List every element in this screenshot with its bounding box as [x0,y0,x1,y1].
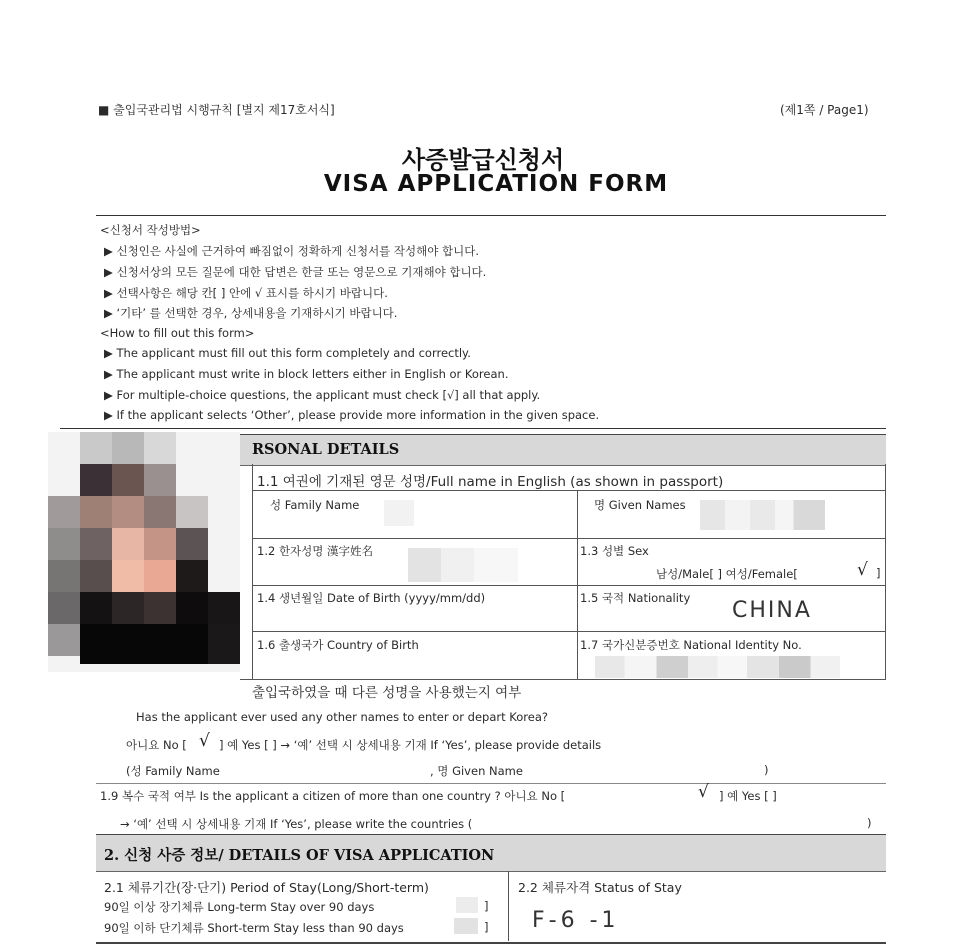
instruction-en-1: ▶ The applicant must fill out this form completely and correctly. [104,346,471,360]
photo-pixel-block [176,528,208,560]
grid-line [252,464,253,679]
q1-8-rule [96,783,886,784]
photo-pixel-block [112,560,144,592]
instruction-en-2: ▶ The applicant must write in block letters either in English or Korean. [104,367,509,381]
long-term-check-redacted [456,897,478,913]
sex-bracket-close: ] [876,566,881,580]
instructions-rule [60,428,886,429]
q1-4-label: 1.4 생년월일 Date of Birth (yyyy/mm/dd) [257,591,486,605]
section1-title: RSONAL DETAILS [252,441,400,458]
long-term-option: 90일 이상 장기체류 Long-term Stay over 90 days [104,900,375,914]
instruction-en-3: ▶ For multiple-choice questions, the applicant must check [√] all that apply. [104,388,541,402]
q1-9-no-check-mark: √ [698,782,709,802]
photo-pixel-block [112,432,144,464]
q1-8-no-check-mark: √ [199,731,210,751]
photo-pixel-block [80,464,112,496]
photo-pixel-block [112,496,144,528]
photo-pixel-block [144,528,176,560]
page-label: (제1쪽 / Page1) [780,103,869,117]
q1-7-label: 1.7 국가신분증번호 National Identity No. [580,638,802,652]
applicant-photo [48,432,240,672]
q1-8-given-name: , 명 Given Name [430,764,523,778]
long-term-bracket: ] [484,899,489,913]
short-term-option: 90일 이하 단기체류 Short-term Stay less than 90 days [104,921,404,935]
q1-8-label-tail: 출입국하였을 때 다른 성명을 사용했는지 여부 [252,685,522,701]
q1-1-label: 1.1 여권에 기재된 영문 성명/Full name in English (as shown in passport) [257,474,724,490]
q1-9-close: ) [867,816,872,830]
q1-8-no-option: 아니요 No [ [126,738,187,752]
nationality-value: CHINA [732,598,812,623]
photo-pixel-block [144,592,176,624]
q1-9-detail: → ‘예’ 선택 시 상세내용 기재 If ‘Yes’, please write the countries ( [120,817,473,831]
photo-pixel-block [112,528,144,560]
q2-2-label: 2.2 체류자격 Status of Stay [518,880,682,895]
given-names-redacted [700,500,825,530]
instruction-ko-2: ▶ 신청서상의 모든 질문에 대한 답변은 한글 또는 영문으로 기재해야 합니다. [104,265,487,279]
q1-8-family-name: (성 Family Name [126,764,220,778]
instruction-ko-3: ▶ 선택사항은 해당 칸[ ] 안에 √ 표시를 하시기 바랍니다. [104,286,388,300]
photo-pixel-block [80,560,112,592]
grid-line [252,585,886,586]
grid-line [252,490,886,491]
short-term-check-redacted [454,918,478,934]
q1-9-yes-option: ] 예 Yes [ ] [719,789,777,803]
photo-pixel-block [144,560,176,592]
photo-pixel-block [48,528,80,560]
photo-pixel-block [48,496,80,528]
q1-8-english: Has the applicant ever used any other names to enter or depart Korea? [136,710,549,724]
instruction-ko-4: ▶ ‘기타’ 를 선택한 경우, 상세내용을 기재하시기 바랍니다. [104,306,398,320]
grid-line [577,490,578,679]
q1-3-label: 1.3 성별 Sex [580,544,649,558]
instructions-en-heading: <How to fill out this form> [100,326,255,340]
photo-pixel-block [48,592,80,624]
family-name-redacted [384,500,414,526]
identity-no-redacted [595,656,840,678]
section2-title: 2. 신청 사증 정보/ DETAILS OF VISA APPLICATION [104,847,495,864]
photo-pixel-block [80,528,112,560]
given-names-label: 명 Given Names [594,498,686,512]
instructions-ko-heading: <신청서 작성방법> [100,223,201,237]
photo-pixel-block [80,432,112,464]
photo-pixel-block [144,432,176,464]
title-english: VISA APPLICATION FORM [323,171,669,197]
sex-options: 남성/Male[ ] 여성/Female[ [656,567,798,581]
photo-pixel-block [80,592,112,624]
grid-line [885,464,886,679]
photo-pixel-block [176,592,208,624]
q1-6-label: 1.6 출생국가 Country of Birth [257,638,419,652]
title-korean: 사증발급신청서 [401,146,565,174]
photo-pixel-block [144,496,176,528]
grid-line [252,631,886,632]
instruction-en-4: ▶ If the applicant selects ‘Other’, please provide more information in the given space. [104,408,600,422]
photo-pixel-block [112,464,144,496]
photo-pixel-block [176,560,208,592]
photo-pixel-block [80,624,208,664]
q1-8-yes-option: ] 예 Yes [ ] → ‘예’ 선택 시 상세내용 기재 If ‘Yes’, please provide details [219,738,602,752]
photo-pixel-block [176,496,208,528]
photo-pixel-block [80,496,112,528]
photo-pixel-block [48,560,80,592]
hanja-name-redacted [408,548,518,582]
grid-line [252,538,886,539]
title-rule [96,215,886,216]
short-term-bracket: ] [484,920,489,934]
q1-2-label: 1.2 한자성명 漢字姓名 [257,544,374,558]
bottom-rule [96,942,886,944]
female-check-mark: √ [857,560,868,580]
q2-1-label: 2.1 체류기간(장·단기) Period of Stay(Long/Short-term) [104,880,429,895]
photo-pixel-block [208,624,240,664]
q1-9-label: 1.9 복수 국적 여부 Is the applicant a citizen of more than one country ? 아니요 No [ [100,789,566,803]
photo-pixel-block [48,624,80,656]
section2-divider [508,871,509,941]
status-of-stay-value: F-6 -1 [532,908,620,933]
photo-pixel-block [208,592,240,624]
form-reference: ■ 출입국관리법 시행규칙 [별지 제17호서식] [98,103,335,117]
instruction-ko-1: ▶ 신청인은 사실에 근거하여 빠짐없이 정확하게 신청서를 작성해야 합니다. [104,244,480,258]
photo-pixel-block [112,592,144,624]
grid-line [240,679,886,680]
q1-8-close: ) [764,763,769,777]
q1-5-label: 1.5 국적 Nationality [580,591,691,605]
photo-pixel-block [144,464,176,496]
family-name-label: 성 Family Name [270,498,360,512]
